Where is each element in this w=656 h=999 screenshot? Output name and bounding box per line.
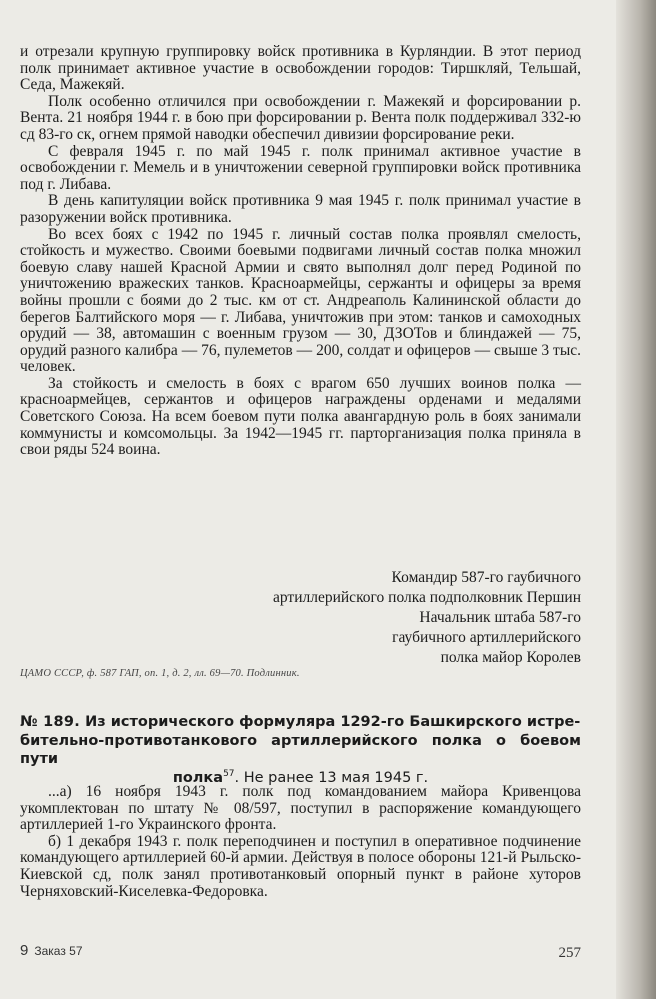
document-text: [20, 784, 581, 900]
main-text: [20, 44, 581, 459]
document-title-line: бительно-противотанкового артиллерийского полка о боевом пути: [20, 732, 581, 767]
paragraph: За стойкость и смелость в боях с врагом 650 лучших воинов полка — красноармейцев, сержантов и офицеров награждены орденами и медалями Советского Союза. На всем боевом пути полка авангардную роль в боях занимали коммунисты и комсомольцы. За 1942—1945 гг. парторганизация полка приняла в свои ряды 524 воина.: [20, 374, 581, 459]
document-date: . Не ранее 13 мая 1945 г.: [234, 769, 429, 786]
paragraph: б) 1 декабря 1943 г. полк переподчинен и поступил в оперативное подчинение командующего артиллерией 60-й армии. Действуя в полосе обороны 121-й Рыльско-Киевской сд, полк занял противотанковый опорный пункт в районе хуторов Черняховский-Киселевка-Федоровка.: [20, 832, 581, 900]
paragraph: В день капитуляции войск противника 9 мая 1945 г. полк принимал участие в разоружении войск противника.: [20, 192, 581, 226]
paragraph: Во всех боях с 1942 по 1945 г. личный состав полка проявлял смелость, стойкость и мужество. Своими боевыми подвигами личный состав полка множил боевую славу нашей Красной Армии и свято выполнял долг перед Родиной по уничтожению вражеских танков. Красноармейцы, сержанты и офицеры за время войны прошли с боями до 2 тыс. км от ст. Андреаполь Калининской области до берегов Балтийского моря — г. Либава, уничтожив при этом: танков и самоходных орудий — 38, автомашин с военным грузом — 30, ДЗОТов и блиндажей — 75, орудий разного калибра — 76, пулеметов — 200, солдат и офицеров — свыше 3 тыс. человек.: [20, 225, 581, 376]
signature-block: [273, 568, 581, 668]
paragraph: Полк особенно отличился при освобождении г. Мажекяй и форсировании р. Вента. 21 ноября 1944 г. в бою при форсировании р. Вента полк поддерживал 332-ю сд 83-го ск, огнем прямой наводки обеспечил дивизии форсирование реки.: [20, 92, 581, 143]
signature-line: Командир 587-го гаубичного: [391, 569, 581, 586]
signature-line: полка майор Королев: [440, 649, 581, 666]
printer-signature: [20, 943, 83, 960]
archive-source-note: ЦАМО СССР, ф. 587 ГАП, оп. 1, д. 2, лл. 69—70. Подлинник.: [20, 668, 300, 679]
paragraph: и отрезали крупную группировку войск противника в Курляндии. В этот период полк принимает активное участие в освобождении городов: Тиршкляй, Тельшай, Седа, Мажекяй.: [20, 43, 581, 94]
book-binding-edge: [616, 0, 656, 999]
paragraph: ...а) 16 ноября 1943 г. полк под командованием майора Кривенцова укомплектован по штату № 08/597, поступил в распоряжение командующего артиллерией 1-го Украинского фронта.: [20, 783, 581, 834]
document-heading: [20, 713, 581, 787]
page-number: 257: [558, 945, 581, 961]
footnote-ref: 57: [223, 768, 235, 779]
signature-line: Начальник штаба 587-го: [419, 609, 581, 626]
order-number: Заказ 57: [34, 944, 83, 958]
document-title-line: полка: [172, 769, 224, 786]
signature-mark: 9: [20, 942, 29, 959]
document-number: № 189.: [20, 714, 81, 730]
paragraph: С февраля 1945 г. по май 1945 г. полк принимал активное участие в освобождении г. Мемель и в уничтожении северной группировки войск противника под г. Либава.: [20, 142, 581, 193]
document-title-line: Из исторического формуляра 1292-го Башкирского истре-: [85, 714, 581, 730]
signature-line: гаубичного артиллерийского: [392, 629, 581, 646]
signature-line: артиллерийского полка подполковник Першин: [273, 589, 581, 606]
